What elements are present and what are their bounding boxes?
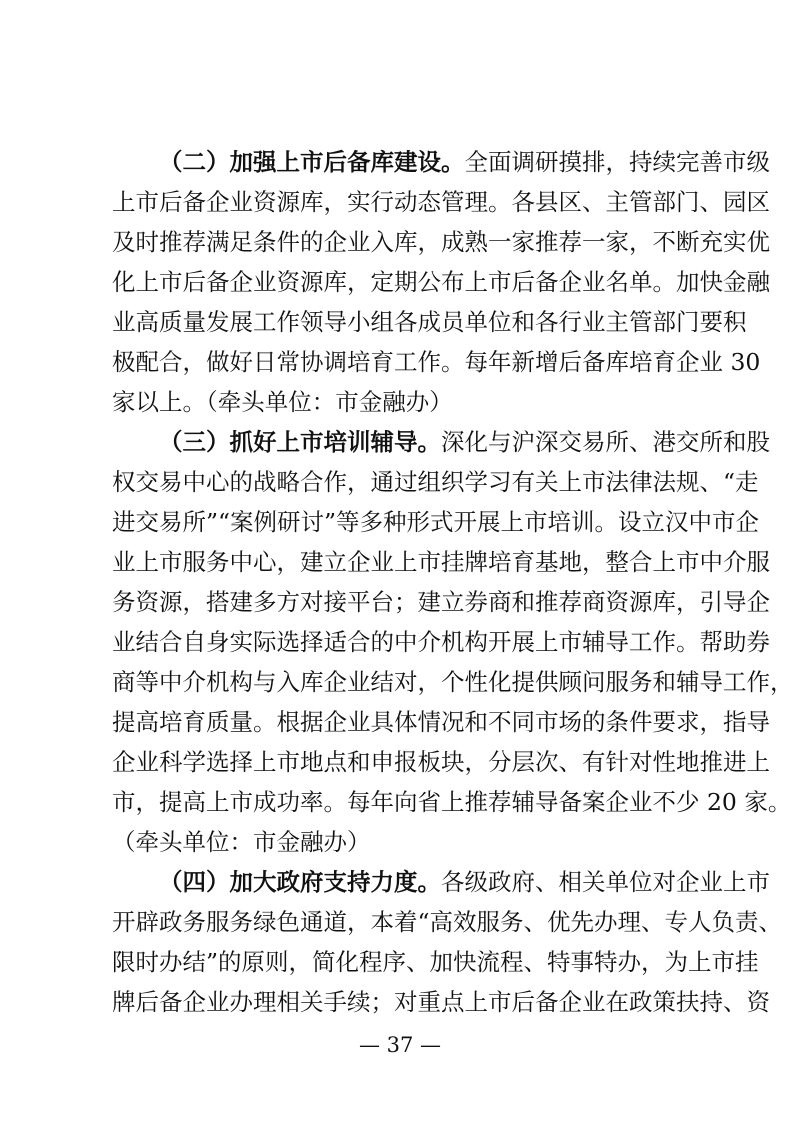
paragraph-3-line-3: 进交易所”“案例研讨”等多种形式开展上市培训。设立汉中市企 — [112, 508, 760, 536]
paragraph-3-line-1 — [112, 422, 770, 462]
paragraph-2-line-1 — [112, 142, 770, 182]
paragraph-3-line-10: 市，提高上市成功率。每年向省上推荐辅导备案企业不少 20 家。 — [112, 788, 792, 816]
paragraph-3-line-8: 提高培育质量。根据企业具体情况和不同市场的条件要求，指导 — [112, 708, 770, 736]
paragraph-2-heading: （二）加强上市后备库建设。 — [159, 148, 465, 176]
paragraph-3-line-7: 商等中介机构与入库企业结对，个性化提供顾问服务和辅导工作， — [112, 668, 794, 696]
paragraph-4-line-1 — [112, 862, 770, 902]
paragraph-3-line-4: 业上市服务中心，建立企业上市挂牌培育基地，整合上市中介服 — [112, 548, 770, 576]
page-number: — 37 — — [358, 1033, 442, 1057]
paragraph-3-line-9: 企业科学选择上市地点和申报板块，分层次、有针对性地推进上 — [112, 748, 770, 776]
paragraph-2-line-5: 业高质量发展工作领导小组各成员单位和各行业主管部门要积 — [112, 308, 747, 336]
paragraph-2-line-6: 极配合，做好日常协调培育工作。每年新增后备库培育企业 30 — [112, 348, 761, 376]
paragraph-2-line-2: 上市后备企业资源库，实行动态管理。各县区、主管部门、园区 — [112, 188, 770, 216]
paragraph-4-text: 各级政府、相关单位对企业上市 — [441, 868, 770, 896]
paragraph-4-line-4: 牌后备企业办理相关手续；对重点上市后备企业在政策扶持、资 — [112, 988, 770, 1016]
paragraph-3-line-5: 务资源，搭建多方对接平台；建立券商和推荐商资源库，引导企 — [112, 588, 770, 616]
paragraph-3-heading: （三）抓好上市培训辅导。 — [159, 428, 441, 456]
paragraph-2-line-3: 及时推荐满足条件的企业入库，成熟一家推荐一家，不断充实优 — [112, 228, 770, 256]
paragraph-4-heading: （四）加大政府支持力度。 — [159, 868, 441, 896]
paragraph-4-line-2: 开辟政务服务绿色通道，本着“高效服务、优先办理、专人负责、 — [112, 908, 783, 936]
paragraph-3-line-11: （牵头单位：市金融办） — [112, 828, 371, 856]
paragraph-2-line-7: 家以上。（牵头单位：市金融办） — [112, 388, 453, 416]
paragraph-2-text: 全面调研摸排，持续完善市级 — [464, 148, 770, 176]
paragraph-4-line-3: 限时办结”的原则，简化程序、加快流程、特事特办，为上市挂 — [112, 948, 759, 976]
paragraph-3-line-6: 业结合自身实际选择适合的中介机构开展上市辅导工作。帮助券 — [112, 628, 770, 656]
paragraph-2-line-4: 化上市后备企业资源库，定期公布上市后备企业名单。加快金融 — [112, 268, 770, 296]
paragraph-3-line-2: 权交易中心的战略合作，通过组织学习有关上市法律法规、“走 — [112, 468, 759, 496]
paragraph-3-text: 深化与沪深交易所、港交所和股 — [441, 428, 770, 456]
